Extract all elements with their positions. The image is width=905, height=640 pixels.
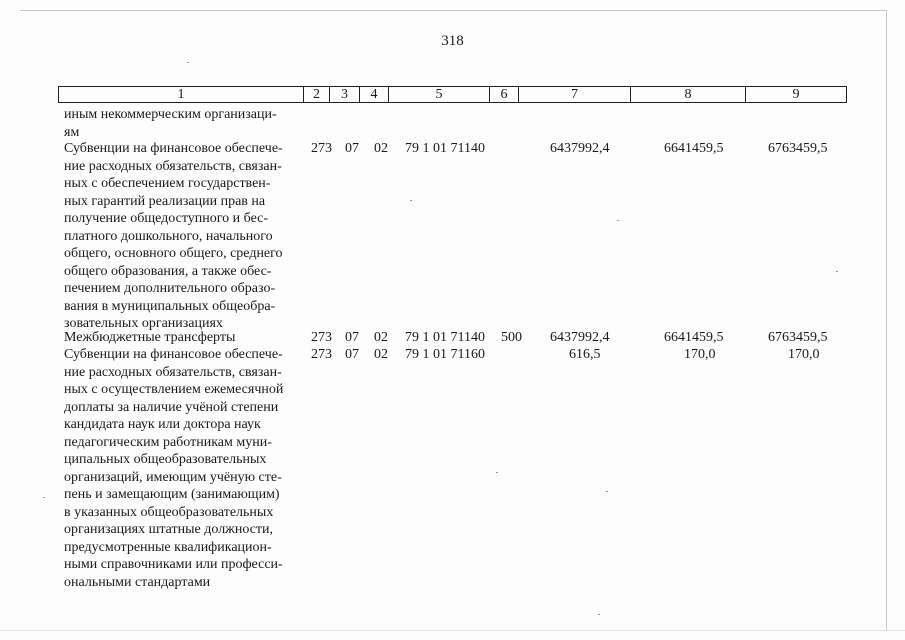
column-header-2: 2 <box>304 87 330 103</box>
column-header-1: 1 <box>59 87 304 103</box>
scan-speck <box>43 497 45 498</box>
row-1-code: 273 <box>311 141 332 156</box>
row-3-line: предусмотренные квалификацион- <box>64 539 272 555</box>
row-1-subsection: 02 <box>374 141 388 156</box>
row-1-line: общего, основного общего, среднего <box>64 246 283 261</box>
column-header-6: 6 <box>490 87 519 103</box>
row-1-value-7: 6437992,4 <box>550 141 610 156</box>
row-0-description <box>64 106 302 141</box>
frame-top <box>20 10 887 11</box>
scan-speck <box>606 491 608 492</box>
row-1-line: платного дошкольного, начального <box>64 228 273 244</box>
row-3-line: кандидата наук или доктора наук <box>64 417 261 432</box>
column-header-7: 7 <box>519 87 631 103</box>
row-3-section: 07 <box>345 347 359 362</box>
row-2-line: Межбюджетные трансферты <box>64 330 236 345</box>
column-header-5: 5 <box>389 87 490 103</box>
row-0-line: ям <box>64 124 80 140</box>
row-3-target: 79 1 01 71160 <box>405 347 485 362</box>
page-number: 318 <box>441 33 464 49</box>
row-3-line: ональными стандартами <box>64 574 211 590</box>
column-header-9: 9 <box>746 87 847 103</box>
row-2-section: 07 <box>345 330 359 345</box>
row-1-section: 07 <box>345 141 359 156</box>
row-3-description <box>64 346 302 591</box>
row-2-target: 79 1 01 71140 <box>405 330 485 345</box>
row-2-vr: 500 <box>501 330 522 345</box>
row-2-value-9: 6763459,5 <box>768 330 828 345</box>
row-1-line: ных гарантий реализации прав на <box>64 193 266 209</box>
row-3-value-8: 170,0 <box>684 347 716 362</box>
row-3-value-9: 170,0 <box>788 347 820 362</box>
row-3-line: ципальных общеобразовательных <box>64 452 267 467</box>
column-header-8: 8 <box>631 87 746 103</box>
frame-bottom <box>0 630 905 631</box>
row-3-line: ными справочниками или професси- <box>64 557 283 572</box>
row-3-line: организаций, имеющим учёную сте- <box>64 469 282 485</box>
row-3-line: доплаты за наличие учёной степени <box>64 399 279 415</box>
row-2-subsection: 02 <box>374 330 388 345</box>
row-3-line: ние расходных обязательств, связан- <box>64 364 282 380</box>
row-2-value-7: 6437992,4 <box>550 330 610 345</box>
row-3-line: ных с осуществлением ежемесячной <box>64 382 284 397</box>
row-1-value-8: 6641459,5 <box>664 141 724 156</box>
row-3-line: педагогическим работникам муни- <box>64 434 272 450</box>
row-1-value-9: 6763459,5 <box>768 141 828 156</box>
row-1-line: ние расходных обязательств, связан- <box>64 158 282 174</box>
column-header-table <box>58 86 847 103</box>
row-2-value-8: 6641459,5 <box>664 330 724 345</box>
row-1-line: печением дополнительного образо- <box>64 281 276 296</box>
scan-speck <box>617 220 619 221</box>
row-1-line: получение общедоступного и бес- <box>64 211 269 226</box>
row-3-subsection: 02 <box>374 347 388 362</box>
row-3-line: пень и замещающим (занимающим) <box>64 487 280 502</box>
frame-right <box>886 10 887 630</box>
row-3-line: организациях штатные должности, <box>64 522 274 537</box>
row-1-line: общего образования, а также обес- <box>64 263 272 279</box>
scan-speck <box>187 62 189 63</box>
scan-speck <box>598 614 600 615</box>
column-header-3: 3 <box>330 87 360 103</box>
row-1-line: вания в муниципальных общеобра- <box>64 298 276 314</box>
row-2-code: 273 <box>311 330 332 345</box>
row-1-description <box>64 140 302 333</box>
row-0-line: иным некоммерческим организаци- <box>64 107 277 122</box>
row-3-line: Субвенции на финансовое обеспече- <box>64 347 283 362</box>
column-header-4: 4 <box>360 87 389 103</box>
scan-speck <box>836 271 838 272</box>
row-1-line: ных с обеспечением государствен- <box>64 176 271 191</box>
scan-speck <box>410 200 412 201</box>
row-3-value-7: 616,5 <box>569 347 601 362</box>
row-3-line: в указанных общеобразовательных <box>64 504 274 520</box>
row-2-description <box>64 329 302 347</box>
row-1-line: зовательных организациях <box>64 316 223 331</box>
row-1-line: Субвенции на финансовое обеспече- <box>64 141 283 156</box>
row-1-target: 79 1 01 71140 <box>405 141 485 156</box>
scan-speck <box>496 472 498 473</box>
row-3-code: 273 <box>311 347 332 362</box>
